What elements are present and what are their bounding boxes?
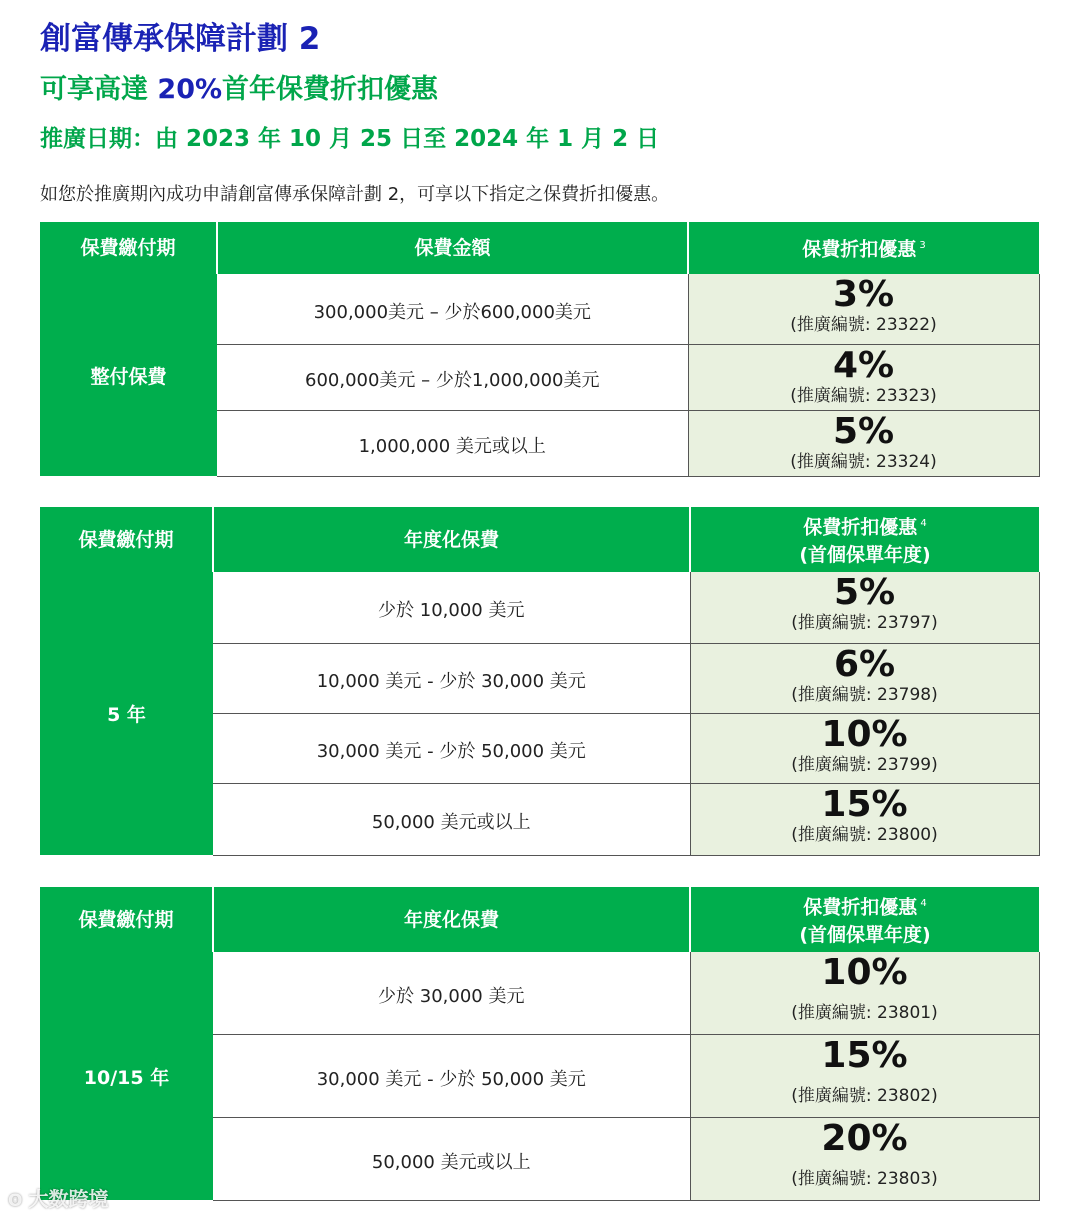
header-payment-period: 保費繳付期 [40,507,213,572]
payment-period-cell: 整付保費 [40,274,217,476]
header-discount [690,507,1039,572]
premium-amount-cell: 1,000,000 美元或以上 [217,410,688,476]
premium-amount-cell: 50,000 美元或以上 [213,783,690,855]
discount-cell [690,713,1039,783]
subtitle-prefix: 可享高達 [40,74,158,105]
discount-cell [690,643,1039,713]
five-year-table [40,507,1040,856]
discount-cell [688,410,1039,476]
discount-percent: 15% [821,1034,908,1076]
premium-amount-cell: 少於 30,000 美元 [213,952,690,1034]
discount-percent: 10% [821,713,908,755]
header-discount-sub: (首個保單年度) [799,544,931,567]
promo-code: (推廣編號: 23800) [791,824,938,845]
premium-amount-cell: 30,000 美元 - 少於 50,000 美元 [213,713,690,783]
discount-percent: 3% [832,274,895,315]
discount-cell [688,274,1039,344]
discount-percent: 5% [832,410,895,452]
watermark [8,1186,108,1214]
single-premium-table [40,222,1040,477]
discount-percent: 10% [821,952,908,993]
discount-percent: 15% [821,783,908,825]
discount-cell [690,783,1039,855]
subtitle-accent: 20% [157,74,223,105]
discount-cell [690,952,1039,1034]
header-discount-sub: (首個保單年度) [799,924,931,947]
header-payment-period: 保費繳付期 [40,887,213,952]
discount-cell [690,572,1039,643]
header-discount-label: 保費折扣優惠 [803,516,918,539]
watermark-text: 大数跨境 [28,1187,109,1211]
premium-amount-cell: 50,000 美元或以上 [213,1117,690,1200]
discount-cell [690,1117,1039,1200]
promo-code: (推廣編號: 23798) [791,684,938,705]
promo-code: (推廣編號: 23797) [791,613,938,633]
page-title: 創富傳承保障計劃 2 [40,21,321,57]
header-payment-period: 保費繳付期 [40,222,217,274]
promo-code: (推廣編號: 23802) [791,1085,938,1106]
discount-cell [688,344,1039,410]
header-discount-label: 保費折扣優惠 [802,238,917,261]
intro-text: 如您於推廣期內成功申請創富傳承保障計劃 2，可享以下指定之保費折扣優惠。 [40,184,670,205]
header-premium-amount: 保費金額 [217,222,688,274]
page-subtitle [40,71,438,109]
premium-amount-cell: 600,000美元 – 少於1,000,000美元 [217,344,688,410]
discount-cell [690,1034,1039,1117]
header-discount-label: 保費折扣優惠 [803,896,918,919]
footnote-marker: 3 [919,240,926,252]
payment-period-cell: 10/15 年 [40,952,213,1200]
promo-code: (推廣編號: 23799) [791,754,938,775]
subtitle-suffix: 首年保費折扣優惠 [222,74,439,105]
ten-fifteen-year-table [40,887,1040,1201]
promo-code: (推廣編號: 23803) [791,1168,938,1189]
header-discount [690,887,1039,952]
footnote-marker: 4 [920,897,927,909]
discount-percent: 6% [833,643,896,685]
promo-code: (推廣編號: 23323) [790,385,937,406]
header-annualized-premium: 年度化保費 [213,507,690,572]
premium-amount-cell: 10,000 美元 - 少於 30,000 美元 [213,643,690,713]
promo-code: (推廣編號: 23801) [791,1003,938,1023]
payment-period-cell: 5 年 [40,572,213,855]
premium-amount-cell: 少於 10,000 美元 [213,572,690,643]
promotion-period: 推廣日期：由 2023 年 10 月 25 日至 2024 年 1 月 2 日 [40,126,660,152]
header-annualized-premium: 年度化保費 [213,887,690,952]
header-discount [688,222,1039,274]
footnote-marker: 4 [920,517,927,529]
promo-code: (推廣編號: 23324) [790,451,937,472]
premium-amount-cell: 300,000美元 – 少於600,000美元 [217,274,688,344]
discount-percent: 20% [821,1117,908,1159]
watermark-logo-icon: ʘ [8,1191,23,1211]
discount-percent: 5% [833,572,896,613]
discount-percent: 4% [832,344,895,386]
premium-amount-cell: 30,000 美元 - 少於 50,000 美元 [213,1034,690,1117]
promo-code: (推廣編號: 23322) [790,315,937,335]
